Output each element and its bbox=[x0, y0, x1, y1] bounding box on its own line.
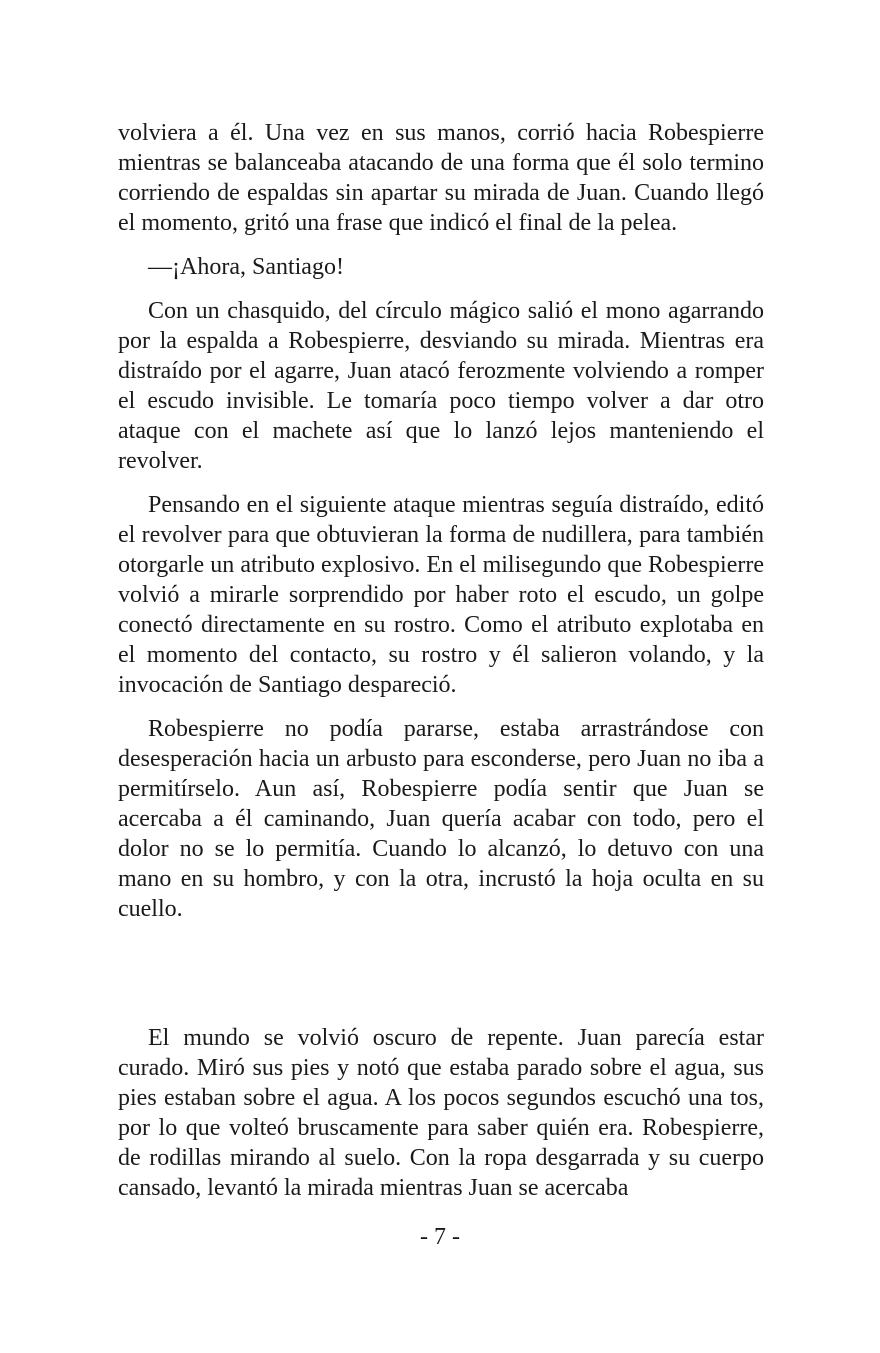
paragraph: El mundo se volvió oscuro de repente. Juan parecía estar curado. Miró sus pies y notó que estaba parado sobre el agua, sus pies estaban sobre el agua. A los pocos segundos escuchó una tos, por lo que volteó bruscamente para saber quién era. Robespierre, de rodillas mirando al suelo. Con la ropa desgarrada y su cuerpo cansado, levantó la mirada mientras Juan se acercaba bbox=[118, 1025, 764, 1201]
section-break bbox=[118, 924, 764, 1023]
paragraph-gap bbox=[118, 238, 764, 252]
paragraph-gap bbox=[118, 476, 764, 490]
paragraph-gap bbox=[118, 700, 764, 714]
paragraph: Robespierre no podía pararse, estaba arrastrándose con desesperación hacia un arbusto para esconderse, pero Juan no iba a permitírselo. Aun así, Robespierre podía sentir que Juan se acercaba a él caminando, Juan quería acabar con todo, pero el dolor no se lo permitía. Cuando lo alcanzó, lo detuvo con una mano en su hombro, y con la otra, incrustó la hoja oculta en su cuello. bbox=[118, 716, 764, 922]
paragraph: Pensando en el siguiente ataque mientras seguía distraído, editó el revolver para que obtuvieran la forma de nudillera, para también otorgarle un atributo explosivo. En el milisegundo que Robespierre volvió a mirarle sorprendido por haber roto el escudo, un golpe conectó directamente en su rostro. Como el atributo explotaba en el momento del contacto, su rostro y él salieron volando, y la invocación de Santiago despareció. bbox=[118, 492, 764, 698]
paragraph: Con un chasquido, del círculo mágico salió el mono agarrando por la espalda a Robespierre, desviando su mirada. Mientras era distraído por el agarre, Juan atacó ferozmente volviendo a romper el escudo invisible. Le tomaría poco tiempo volver a dar otro ataque con el machete así que lo lanzó lejos manteniendo el revolver. bbox=[118, 298, 764, 474]
paragraph-gap bbox=[118, 282, 764, 296]
page-body bbox=[118, 118, 764, 1203]
paragraph-dialogue: —¡Ahora, Santiago! bbox=[148, 254, 344, 280]
paragraph-continuation: volviera a él. Una vez en sus manos, corrió hacia Robespierre mientras se balanceaba atacando de una forma que él solo termino corriendo de espaldas sin apartar su mirada de Juan. Cuando llegó el momento, gritó una frase que indicó el final de la pelea. bbox=[118, 120, 764, 236]
page-number: - 7 - bbox=[420, 1224, 460, 1250]
